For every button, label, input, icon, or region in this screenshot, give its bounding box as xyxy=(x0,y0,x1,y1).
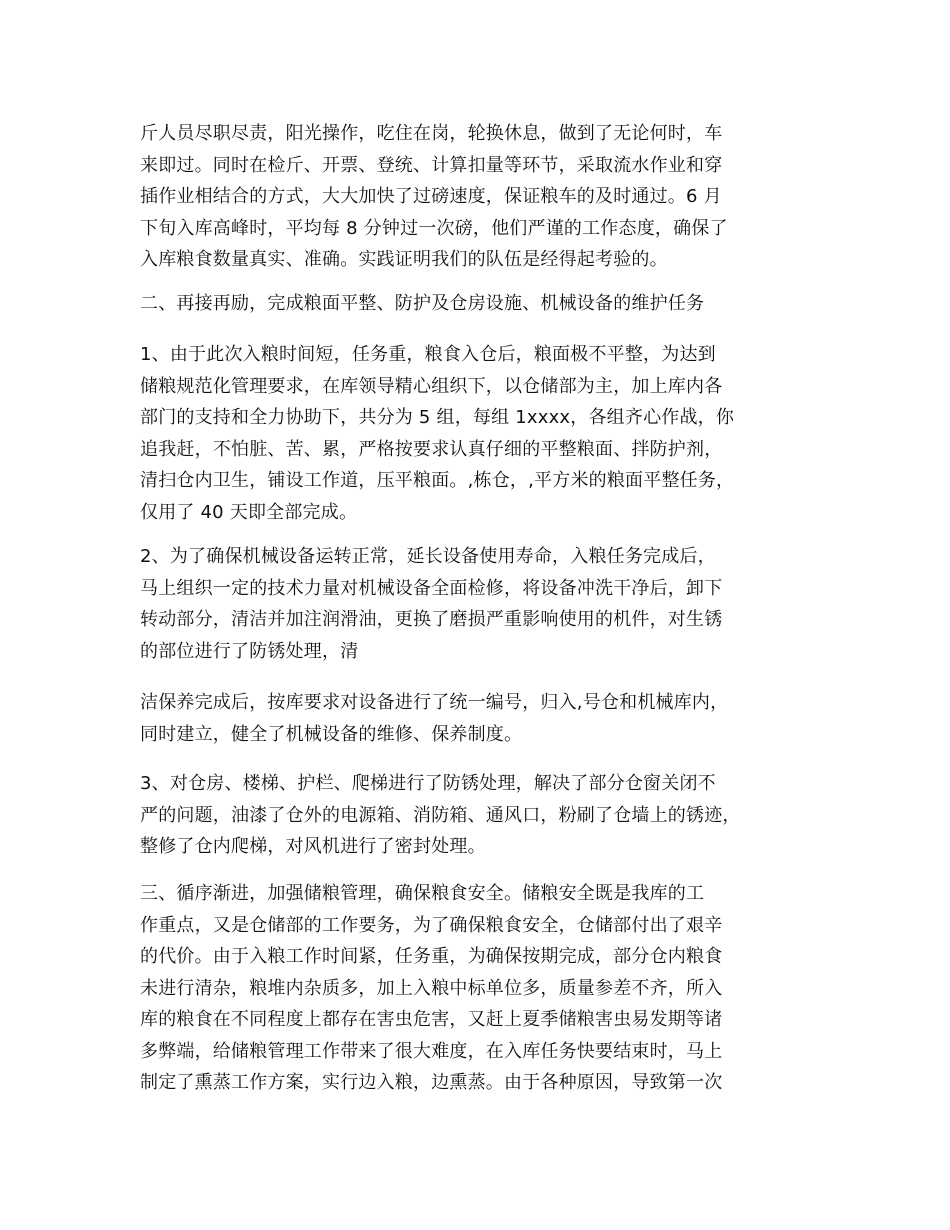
text-line: 来即过。同时在检斤、开票、登统、计算扣量等环节，采取流水作业和穿 xyxy=(140,154,723,176)
text-line: 的部位进行了防锈处理，清 xyxy=(140,640,359,662)
paragraph-item-3 xyxy=(140,768,840,863)
text-line: 的代价。由于入粮工作时间紧，任务重，为确保按期完成，部分仓内粮食 xyxy=(140,946,723,967)
text-line: 转动部分，清洁并加注润滑油，更换了磨损严重影响使用的机件，对生锈 xyxy=(140,609,723,630)
text-line: 多弊端，给储粮管理工作带来了很大难度，在入库任务快要结束时，马上 xyxy=(140,1040,723,1062)
text-line: 3、对仓房、楼梯、护栏、爬梯进行了防锈处理，解决了部分仓窗关闭不 xyxy=(140,773,716,794)
text-line: 追我赶，不怕脏、苦、累，严格按要求认真仔细的平整粮面、拌防护剂， xyxy=(140,438,723,460)
text-line: 同时建立，健全了机械设备的维修、保养制度。 xyxy=(140,723,523,745)
text-line: 入库粮食数量真实、准确。实践证明我们的队伍是经得起考验的。 xyxy=(140,249,668,270)
paragraph-item-2 xyxy=(140,541,840,667)
text-line: 下旬入库高峰时，平均每 8 分钟过一次磅，他们严谨的工作态度，确保了 xyxy=(140,217,728,239)
text-line: 作重点，又是仓储部的工作要务，为了确保粮食安全，仓储部付出了艰辛 xyxy=(140,914,723,936)
text-line: 清扫仓内卫生，铺设工作道，压平粮面。,栋仓，,平方米的粮面平整任务， xyxy=(140,470,735,491)
paragraph-item-1 xyxy=(140,339,840,528)
text-line: 斤人员尽职尽责，阳光操作，吃住在岗，轮换休息，做到了无论何时，车 xyxy=(140,123,723,144)
text-line: 部门的支持和全力协助下，共分为 5 组，每组 1xxxx，各组齐心作战，你 xyxy=(140,407,735,428)
section-heading-2 xyxy=(140,288,840,320)
text-line: 洁保养完成后，按库要求对设备进行了统一编号，归入,号仓和机械库内， xyxy=(140,692,729,713)
text-line: 库的粮食在不同程度上都存在害虫危害，又赶上夏季储粮害虫易发期等诸 xyxy=(140,1009,723,1030)
text-line: 马上组织一定的技术力量对机械设备全面检修，将设备冲洗干净后，卸下 xyxy=(140,577,723,599)
text-line: 1、由于此次入粮时间短，任务重，粮食入仓后，粮面极不平整，为达到 xyxy=(140,344,716,365)
text-line: 储粮规范化管理要求，在库领导精心组织下，以仓储部为主，加上库内各 xyxy=(140,375,723,397)
text-line: 未进行清杂，粮堆内杂质多，加上入粮中标单位多，质量参差不齐，所入 xyxy=(140,977,723,999)
paragraph-weighing-team xyxy=(140,118,840,276)
text-line: 三、循序渐进，加强储粮管理，确保粮食安全。储粮安全既是我库的工 xyxy=(140,883,705,904)
paragraph-item-2-continued xyxy=(140,687,840,750)
text-line: 2、为了确保机械设备运转正常，延长设备使用寿命，入粮任务完成后， xyxy=(140,546,716,567)
heading-line: 二、再接再励，完成粮面平整、防护及仓房设施、机械设备的维护任务 xyxy=(140,293,705,314)
text-line: 仅用了 40 天即全部完成。 xyxy=(140,501,358,523)
text-line: 严的问题，油漆了仓外的电源箱、消防箱、通风口，粉刷了仓墙上的锈迹， xyxy=(140,804,741,826)
section-3-paragraph xyxy=(140,878,840,1099)
text-line: 制定了熏蒸工作方案，实行边入粮，边熏蒸。由于各种原因，导致第一次 xyxy=(140,1072,723,1093)
text-line: 整修了仓内爬梯，对风机进行了密封处理。 xyxy=(140,836,486,857)
text-line: 插作业相结合的方式，大大加快了过磅速度，保证粮车的及时通过。6 月 xyxy=(140,186,722,207)
